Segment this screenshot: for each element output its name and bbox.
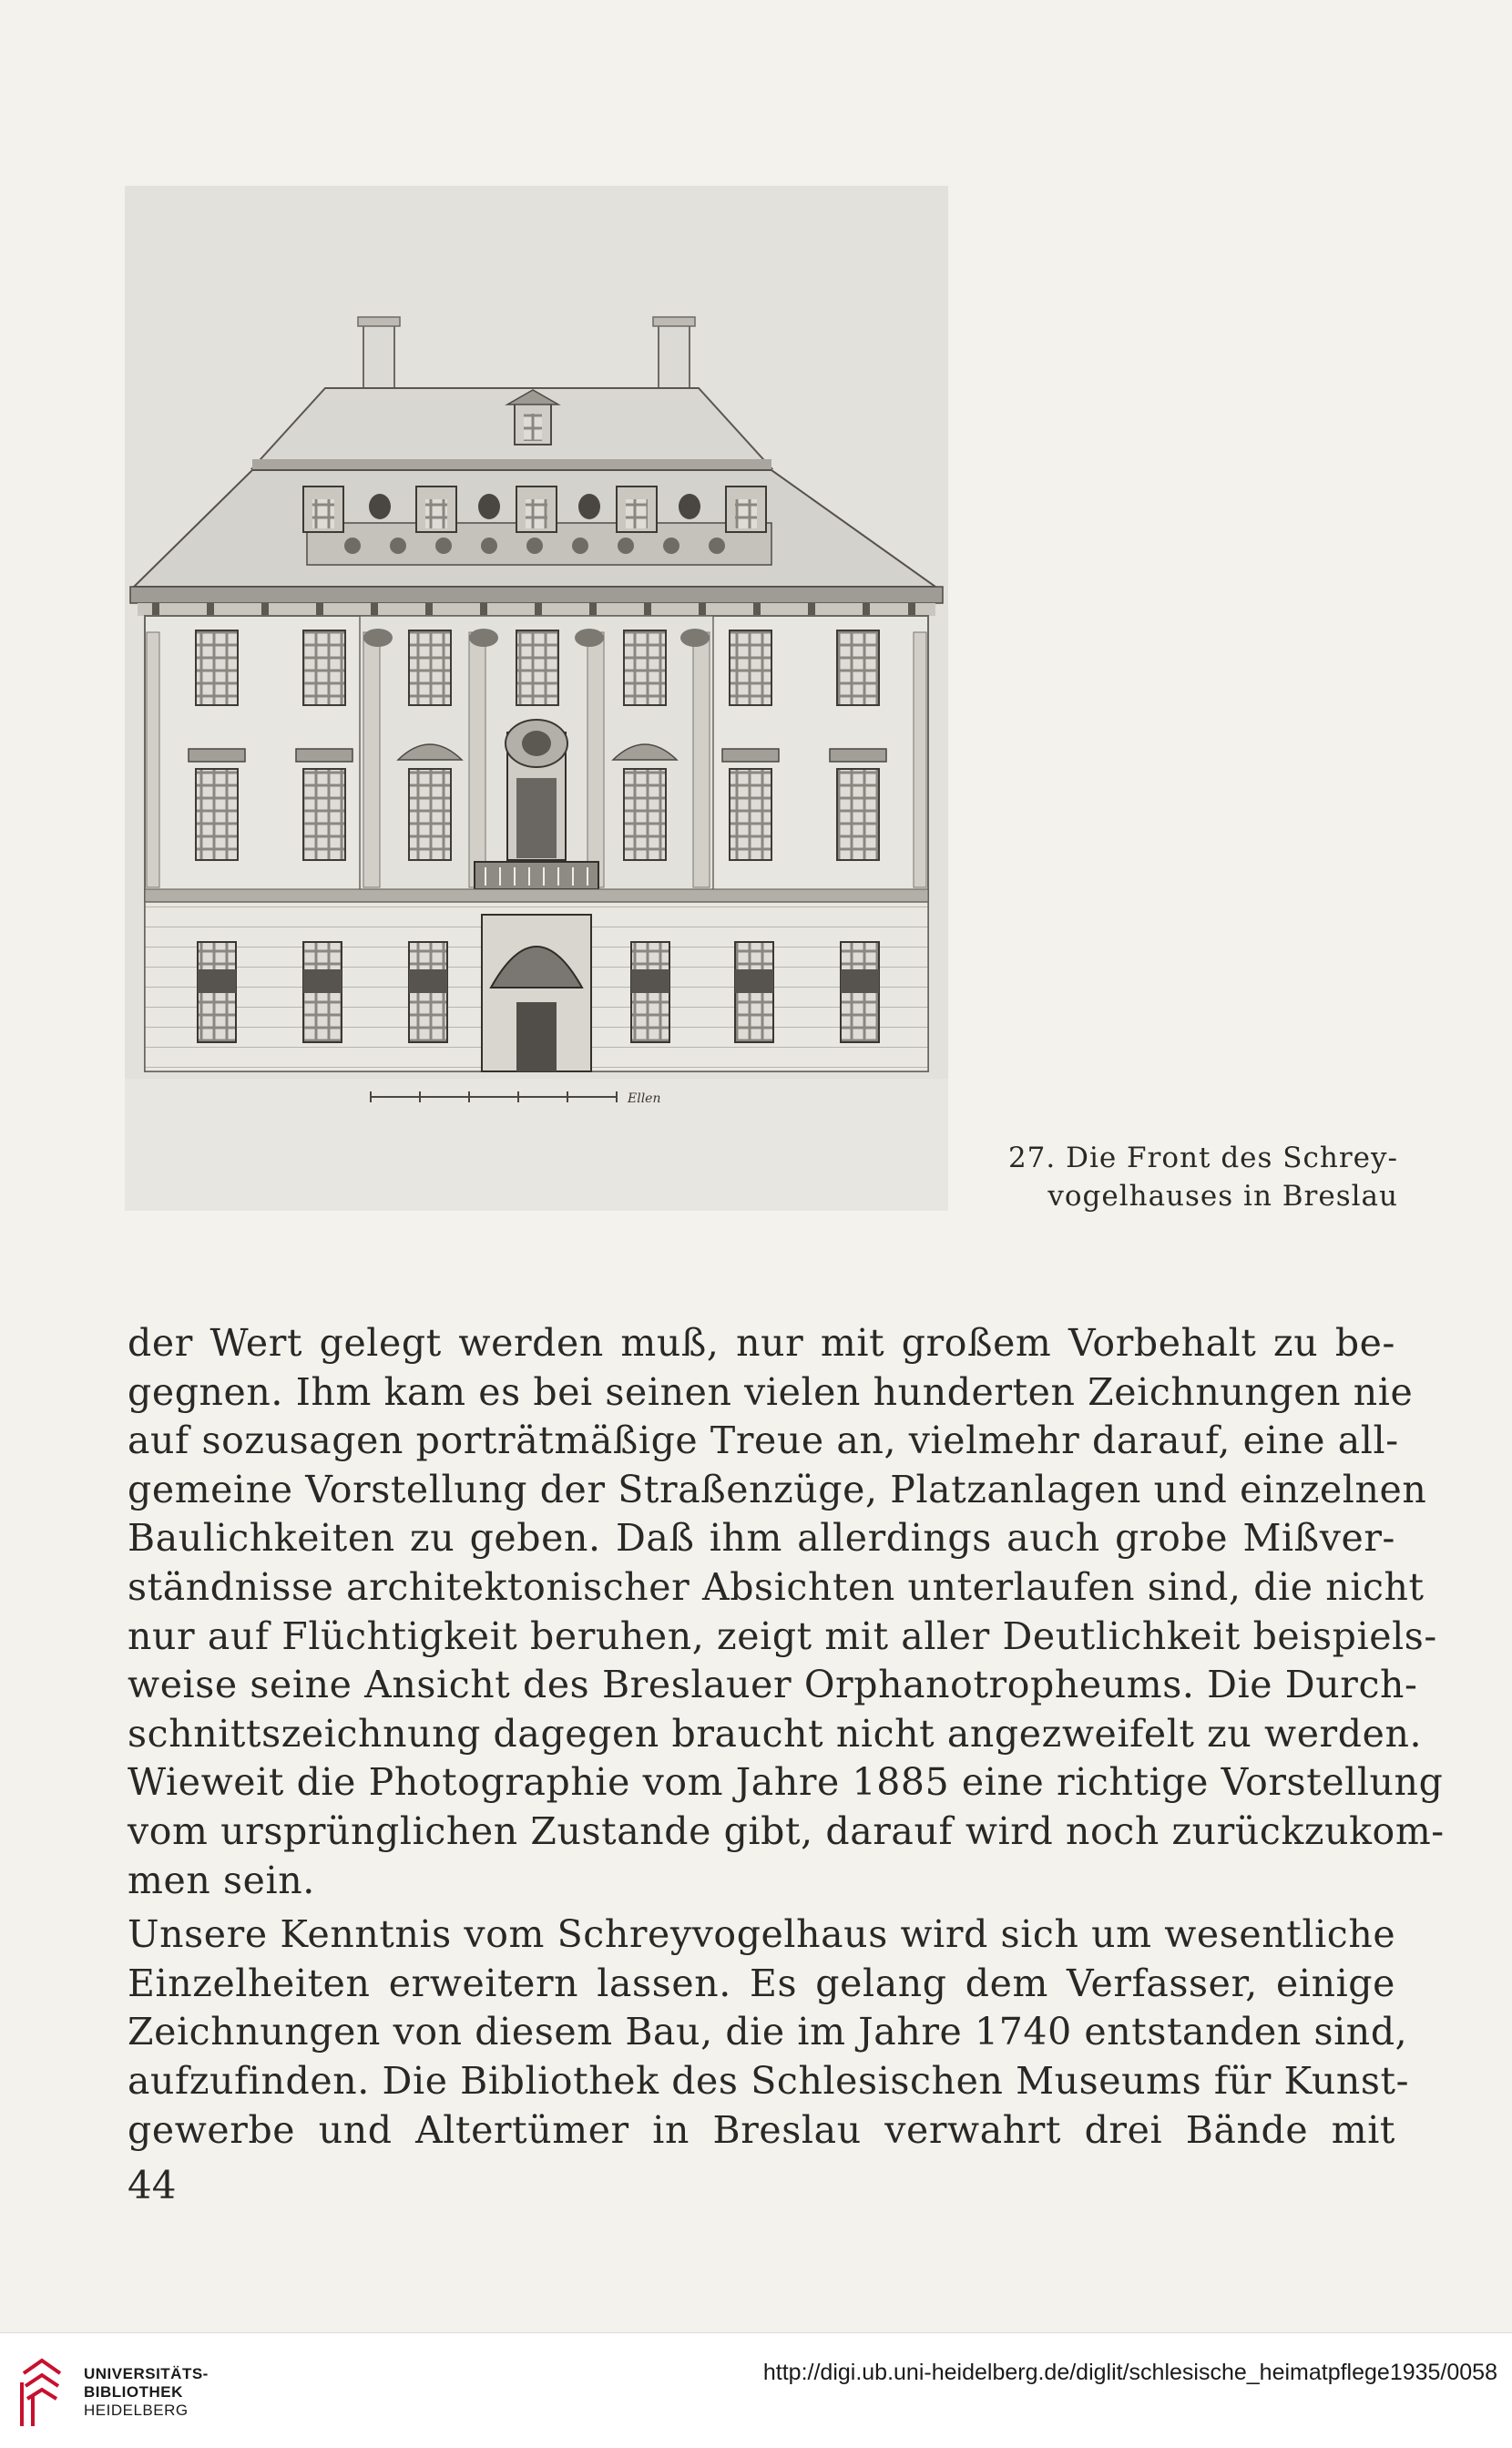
text-line: vom ursprünglichen Zustande gibt, darauf wird noch zurückzukom- (128, 1808, 1445, 1853)
body-text (128, 1319, 1445, 2155)
text-line: ständnisse architektonischer Absichten unterlaufen sind, die nicht (128, 1564, 1425, 1609)
text-line: weise seine Ansicht des Breslauer Orphanotropheums. Die Durch- (128, 1663, 1418, 1707)
text-line: gegnen. Ihm kam es bei seinen vielen hunderten Zeichnungen nie (128, 1369, 1414, 1414)
text-line: gewerbe und Altertümer in Breslau verwahrt drei Bände mit (128, 2107, 1395, 2152)
page-number: 44 (128, 2163, 177, 2207)
text-line: Zeichnungen von diesem Bau, die im Jahre 1740 entstanden sind, (128, 2010, 1408, 2054)
text-line: schnittszeichnung dagegen braucht nicht angezweifelt zu werden. (128, 1711, 1423, 1756)
viewer-footer (0, 2332, 1512, 2448)
text-line: Wieweit die Photographie vom Jahre 1885 eine richtige Vorstellung (128, 1760, 1444, 1805)
scale-bar-label: Ellen (628, 1091, 661, 1106)
text-line: Einzelheiten erweitern lassen. Es gelang dem Verfasser, einige (128, 1961, 1395, 2005)
library-name (84, 2365, 209, 2420)
caption-line-1: 27. Die Front des Schrey- (1007, 1142, 1398, 1174)
facade-illustration (125, 186, 948, 1211)
text-line: men sein. (128, 1858, 315, 1902)
text-line: der Wert gelegt werden muß, nur mit großem Vorbehalt zu be- (128, 1321, 1395, 1365)
text-line: nur auf Flüchtigkeit beruhen, zeigt mit aller Deutlichkeit beispiels- (128, 1613, 1437, 1658)
university-logo-icon (15, 2355, 69, 2432)
text-line: gemeine Vorstellung der Straßenzüge, Platzanlagen und einzelnen (128, 1467, 1427, 1511)
text-line: Unsere Kenntnis vom Schreyvogelhaus wird sich um wesentliche (128, 1912, 1396, 1957)
permalink-url[interactable]: http://digi.ub.uni-heidelberg.de/diglit/schlesische_heimatpflege1935/0058 (762, 2360, 1497, 2385)
text-line: Baulichkeiten zu geben. Daß ihm allerdings auch grobe Mißver- (128, 1516, 1395, 1561)
library-name-line-3: HEIDELBERG (84, 2402, 189, 2419)
library-name-line-1: UNIVERSITÄTS- (84, 2365, 209, 2382)
figure-caption (970, 1139, 1398, 1215)
text-line: aufzufinden. Die Bibliothek des Schlesischen Museums für Kunst- (128, 2058, 1410, 2103)
text-line: auf sozusagen porträtmäßige Treue an, vielmehr darauf, eine all- (128, 1419, 1399, 1463)
library-name-line-2: BIBLIOTHEK (84, 2383, 183, 2401)
facade-drawing (125, 186, 948, 1211)
caption-line-2: vogelhauses in Breslau (1047, 1180, 1398, 1213)
